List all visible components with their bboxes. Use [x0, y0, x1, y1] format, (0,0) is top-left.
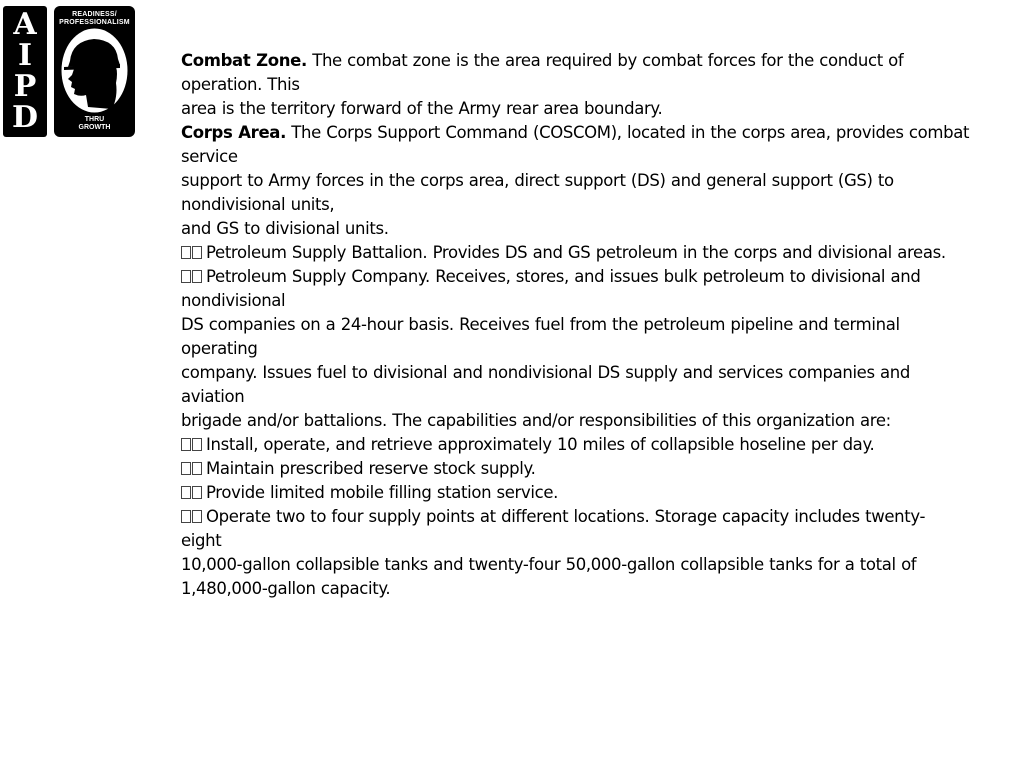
- emblem-motto-top: READINESS/ PROFESSIONALISM: [59, 11, 130, 26]
- missing-glyph-icon: [192, 462, 202, 475]
- emblem-motto-bottom: [54, 116, 135, 132]
- emblem-motto-thru: THRU: [84, 116, 105, 123]
- text-line: The Corps Support Command (COSCOM), located in the corps area, provides combat: [286, 123, 970, 142]
- missing-glyph-icon: [192, 270, 202, 283]
- bullet-text: Provide limited mobile filling station service.: [206, 483, 559, 502]
- logo-emblem: [54, 6, 135, 137]
- bullet-item-capability: [181, 457, 981, 481]
- bullet-item-capability: [181, 481, 981, 505]
- text-line: and GS to divisional units.: [181, 219, 389, 238]
- text-line: area is the territory forward of the Army rear area boundary.: [181, 99, 663, 118]
- bullet-text: Maintain prescribed reserve stock supply.: [206, 459, 536, 478]
- missing-glyph-icon: [181, 486, 191, 499]
- text-line: 10,000-gallon collapsible tanks and twenty-four 50,000-gallon collapsible tanks for a total of: [181, 555, 917, 574]
- combat-zone-heading: Combat Zone.: [181, 51, 307, 70]
- text-line: nondivisional units,: [181, 195, 335, 214]
- aipd-logo: [3, 6, 135, 138]
- missing-glyph-icon: [192, 438, 202, 451]
- text-line: The combat zone is the area required by combat forces for the conduct of: [306, 51, 904, 70]
- text-line: brigade and/or battalions. The capabilities and/or responsibilities of this organization are:: [181, 411, 891, 430]
- text-line: service: [181, 147, 238, 166]
- logo-letter: I: [17, 38, 33, 73]
- text-line: support to Army forces in the corps area, direct support (DS) and general support (GS) to: [181, 171, 894, 190]
- corps-area-heading: Corps Area.: [181, 123, 287, 142]
- bullet-text: Petroleum Supply Battalion. Provides DS and GS petroleum in the corps and divisional areas.: [206, 243, 946, 262]
- text-line: aviation: [181, 387, 245, 406]
- bullet-item-capability: [181, 505, 981, 529]
- missing-glyph-icon: [181, 510, 191, 523]
- document-body: [181, 49, 981, 601]
- missing-glyph-icon: [192, 510, 202, 523]
- logo-letter: D: [11, 100, 38, 135]
- emblem-motto-growth: GROWTH: [78, 124, 111, 131]
- text-line: 1,480,000-gallon capacity.: [181, 579, 391, 598]
- bullet-item-company: [181, 265, 981, 289]
- bullet-text: Petroleum Supply Company. Receives, stores, and issues bulk petroleum to divisional and: [206, 267, 921, 286]
- text-line: operation. This: [181, 75, 300, 94]
- missing-glyph-icon: [181, 246, 191, 259]
- text-line: company. Issues fuel to divisional and nondivisional DS supply and services companies and: [181, 363, 911, 382]
- bullet-text: Install, operate, and retrieve approximately 10 miles of collapsible hoseline per day.: [206, 435, 875, 454]
- bullet-item-capability: [181, 433, 981, 457]
- paragraph-corps-area: [181, 121, 981, 145]
- soldier-helmet-silhouette-icon: [60, 27, 129, 114]
- missing-glyph-icon: [181, 438, 191, 451]
- missing-glyph-icon: [192, 246, 202, 259]
- missing-glyph-icon: [192, 486, 202, 499]
- missing-glyph-icon: [181, 270, 191, 283]
- missing-glyph-icon: [181, 462, 191, 475]
- logo-letter-column: [3, 6, 47, 137]
- paragraph-combat-zone: [181, 49, 981, 73]
- text-line: operating: [181, 339, 258, 358]
- text-line: DS companies on a 24-hour basis. Receives fuel from the petroleum pipeline and terminal: [181, 315, 900, 334]
- logo-letter: A: [13, 7, 37, 42]
- bullet-item-battalion: [181, 241, 981, 265]
- logo-letter: P: [13, 69, 37, 104]
- text-line: nondivisional: [181, 291, 286, 310]
- text-line: eight: [181, 531, 222, 550]
- bullet-text: Operate two to four supply points at different locations. Storage capacity includes twenty-: [206, 507, 926, 526]
